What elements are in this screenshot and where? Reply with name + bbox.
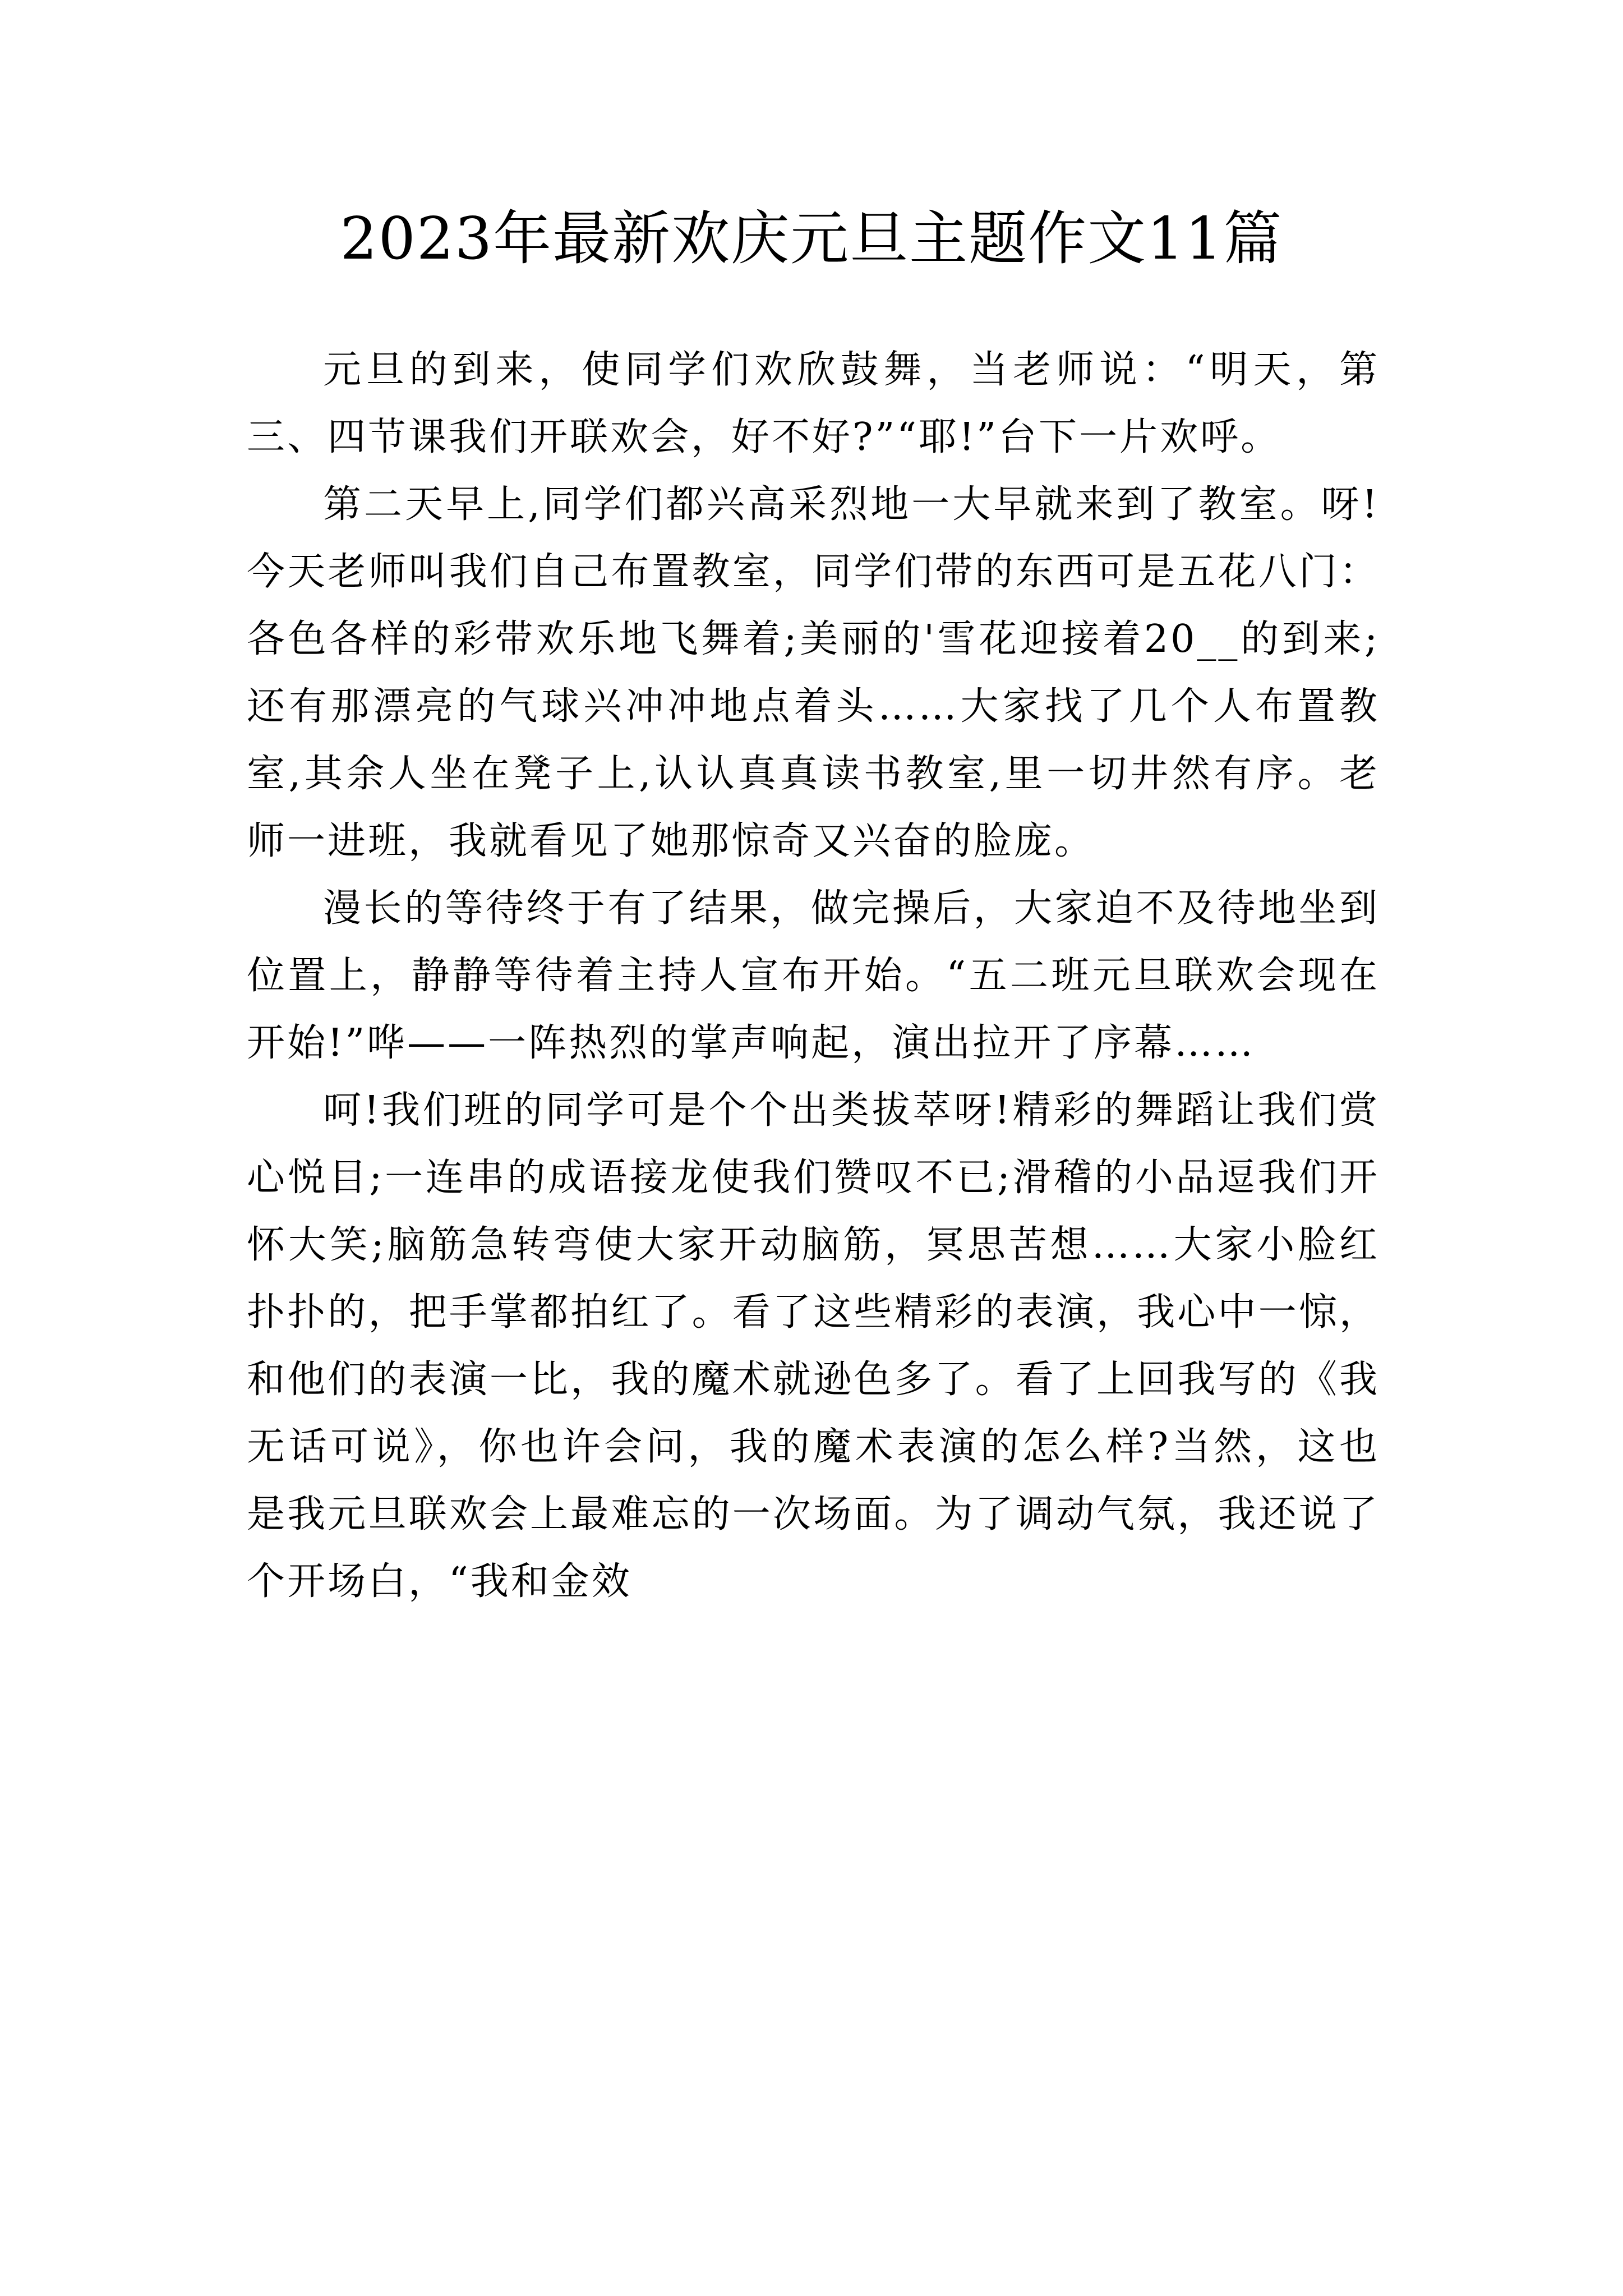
document-body [247, 337, 1380, 1616]
paragraph: 呵!我们班的同学可是个个出类拔萃呀!精彩的舞蹈让我们赏心悦目;一连串的成语接龙使我们赞叹不已;滑稽的小品逗我们开怀大笑;脑筋急转弯使大家开动脑筋，冥思苦想……大家小脸红扑扑的，把手掌都拍红了。看了这些精彩的表演，我心中一惊，和他们的表演一比，我的魔术就逊色多了。看了上回我写的《我无话可说》，你也许会问，我的魔术表演的怎么样?当然，这也是我元旦联欢会上最难忘的一次场面。为了调动气氛，我还说了个开场白，“我和金效 [247, 1088, 1380, 1604]
document-title: 2023年最新欢庆元旦主题作文11篇 [340, 204, 1283, 273]
paragraph: 第二天早上,同学们都兴高采烈地一大早就来到了教室。呀!今天老师叫我们自己布置教室，同学们带的东西可是五花八门：各色各样的彩带欢乐地飞舞着;美丽的'雪花迎接着20__的到来;还有那漂亮的气球兴冲冲地点着头……大家找了几个人布置教室,其余人坐在凳子上,认认真真读书教室,里一切井然有序。老师一进班，我就看见了她那惊奇又兴奋的脸庞。 [247, 482, 1380, 863]
paragraph: 漫长的等待终于有了结果，做完操后，大家迫不及待地坐到位置上，静静等待着主持人宣布开始。“五二班元旦联欢会现在开始!”哗——一阵热烈的掌声响起，演出拉开了序幕…… [247, 886, 1380, 1065]
paragraph: 元旦的到来，使同学们欢欣鼓舞，当老师说：“明天，第三、四节课我们开联欢会，好不好?”“耶!”台下一片欢呼。 [247, 348, 1380, 459]
